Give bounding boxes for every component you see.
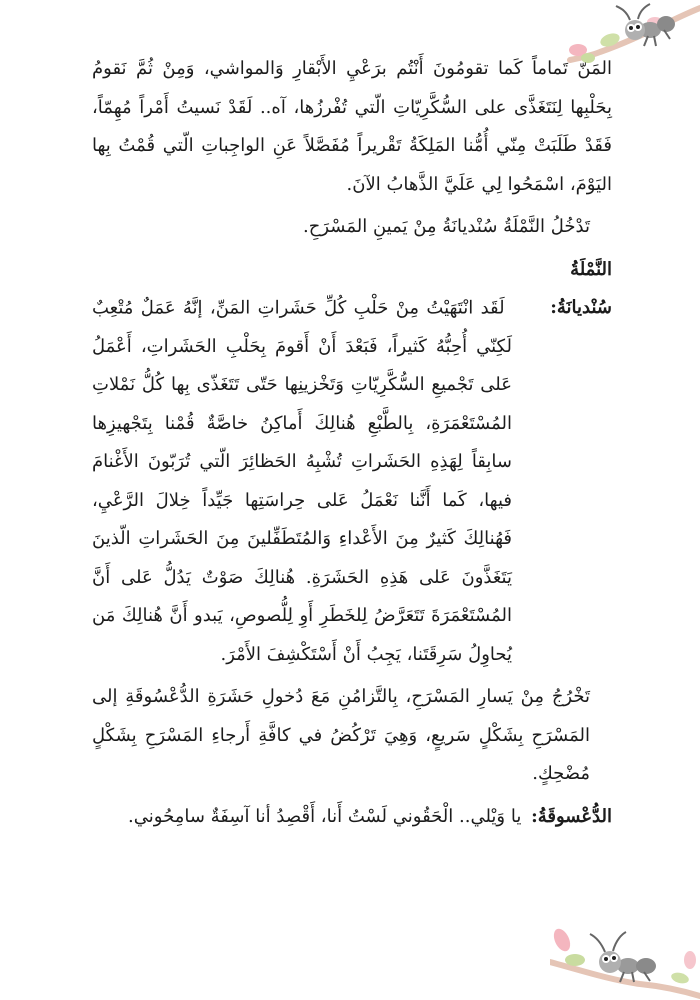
stage-direction-text: تَدْخُلُ النَّمْلَةُ سُنْديانَةُ مِنْ يَمينِ المَسْرَحِ. [303, 216, 590, 237]
speaker-label: النَّمْلَةُ سُنْديانَةُ: [550, 258, 612, 318]
paragraph-text: المَنّ تَماماً كَما تقومُونَ أَنْتُم برَعْيِ الأَبْقارِ وَالمواشي، وَمِنْ ثُمَّ نَقومُ بِحَلْبِها لِنَتَغَذَّى على السُّكَّرِيّاتِ الّتي تُفْرزُها، آه.. لَقَدْ نَسيتُ أَمْراً مُهِمّاً، فَقَدْ طَلَبَتْ مِنّي أُمُّنا المَلِكَةُ تَقْريراً مُفَصَّلاً عَنِ الواجِباتِ الّتي قُمْتُ بِها اليَوْمَ، اسْمَحُوا لِي عَلَيَّ الذَّهابُ الآنَ. [92, 58, 612, 195]
speaker-label: الدُّعْسوقَةُ: [531, 805, 612, 827]
dialogue-ladybug [92, 798, 612, 837]
dialogue-text: يا وَيْلي.. الْحَقُوني لَسْتُ أَنا، أَقْصِدُ أنا آسِفَةٌ سامِحُوني. [128, 805, 522, 827]
dialogue-text: لَقَد انْتَهَيْتُ مِنْ حَلْبِ كُلِّ حَشَراتِ المَنِّ، إنَّهُ عَمَلٌ مُتْعِبٌ لَكِنّي أُحِبُّهُ كَثيراً، فَبَعْدَ أَنْ أَقومَ بِحَلْبِ الحَشَراتِ، أَعْمَلُ عَلى تَجْميعِ السُّكَّرِيّاتِ وَتَخْزينِها حَتّى تَتَغَذّى بِها كُلُّ نَمْلاتِ المُسْتَعْمَرَةِ، بِالطَّبْعِ هُنالِكَ أَماكِنُ خاصَّةٌ قُمْنا بِتَجْهيزِها سابِقاً لِهَذِهِ الحَشَراتِ تُشْبِهُ الحَظائِرَ الّتي تُرَبّونَ الأَغْنامَ فيها، كَما أَنَّنا نَعْمَلُ عَلى حِراسَتِها جَيِّداً خِلالَ الرَّعْيِ، فَهُنالِكَ كَثيرٌ مِنَ الأَعْداءِ وَالمُتَطَفِّلينَ مِنَ الحَشَراتِ الّذينَ يَتَغَذَّونَ عَلى هَذِهِ الحَشَرَةِ. هُنالِكَ صَوْتٌ يَدُلُّ عَلى أَنَّ المُسْتَعْمَرَةَ تَتَعَرَّضُ لِلخَطَرِ أَوِ لِلُّصوصِ، يَبدو أَنَّ هُنالِكَ مَن يُحاوِلُ سَرِقَتَنا، يَجِبُ أَنْ أَسْتَكْشِفَ الأَمْرَ. [92, 297, 512, 665]
paragraph-continuation [92, 50, 612, 204]
ant-on-branch-icon [550, 900, 700, 1000]
stage-direction [92, 678, 612, 794]
stage-direction-text: تَخْرُجُ مِنْ يَسارِ المَسْرَحِ، بِالتَّزامُنِ مَعَ دُخولِ حَشَرَةِ الدُّعْسُوقَةِ إلى المَسْرَحِ بِشَكْلٍ سَريعٍ، وَهِيَ تَرْكُضُ في كافَّةِ أَرجاءِ المَسْرَحِ بِشَكْلٍ مُضْحِكٍ. [92, 686, 590, 784]
stage-direction [92, 208, 612, 247]
page-body [92, 50, 612, 836]
dialogue-sundiyana [92, 251, 612, 675]
